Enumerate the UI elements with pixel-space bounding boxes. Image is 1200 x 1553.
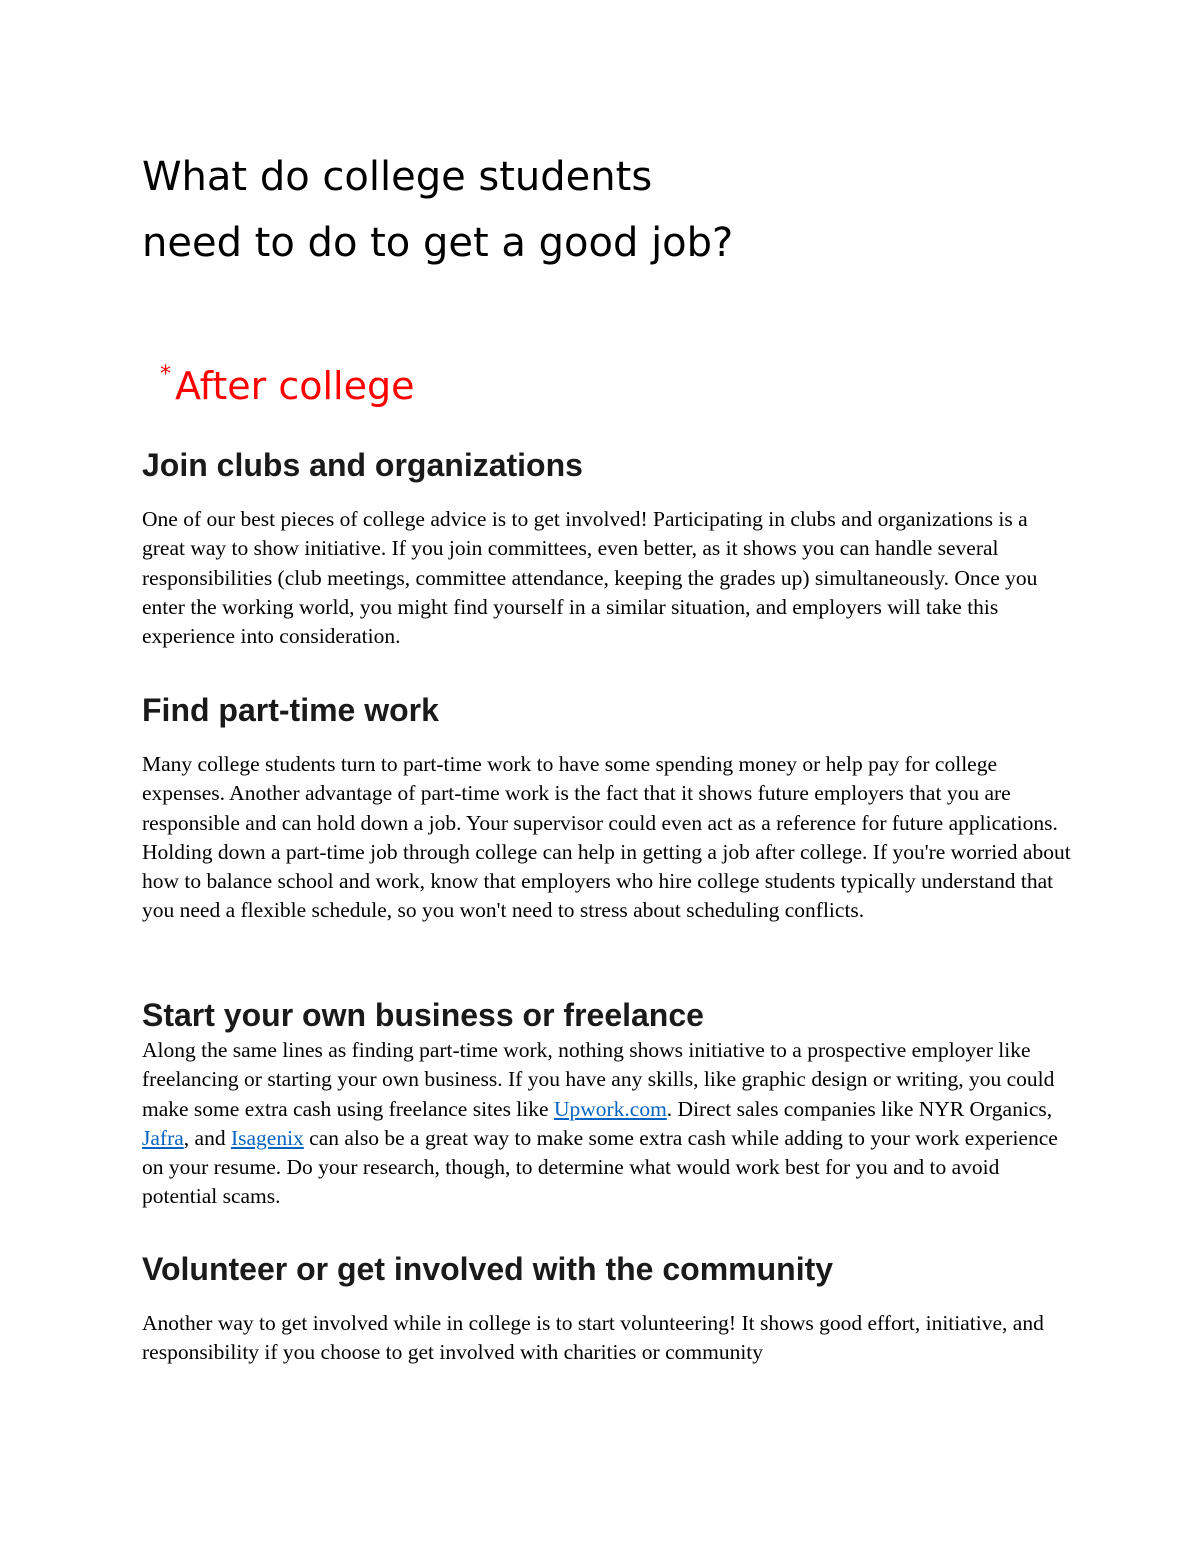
subtitle-asterisk: * bbox=[160, 362, 171, 387]
section-heading-business: Start your own business or freelance bbox=[142, 997, 704, 1033]
subtitle bbox=[160, 350, 414, 411]
business-text-part-4: can also be a great way to make some extra cash while adding to your work experience on your resume. Do your research, though, to determine what would work best for you and to avoid potential scams. bbox=[142, 1125, 1058, 1209]
section-heading-volunteer: Volunteer or get involved with the community bbox=[142, 1251, 834, 1287]
business-text-part-3: , and bbox=[183, 1125, 231, 1150]
jafra-link[interactable]: Jafra bbox=[142, 1125, 184, 1150]
isagenix-link[interactable]: Isagenix bbox=[230, 1125, 304, 1150]
page-title-line-2: need to do to get a good job? bbox=[142, 220, 734, 266]
upwork-link[interactable]: Upwork.com bbox=[553, 1096, 667, 1121]
section-body-part-time: Many college students turn to part-time work to have some spending money or help pay for college expenses. Another advantage of part-time work is the fact that it shows future employers that you are responsible and can hold down a job. Your supervisor could even act as a reference for future applications. Holding down a part-time job through college can help in getting a job after college. If you're worried about how to balance school and work, know that employers who hire college students typically understand that you need a flexible schedule, so you won't need to stress about scheduling conflicts. bbox=[142, 752, 1071, 923]
section-heading-clubs: Join clubs and organizations bbox=[142, 447, 583, 483]
section-body-volunteer: Another way to get involved while in college is to start volunteering! It shows good effort, initiative, and responsibility if you choose to get involved with charities or community bbox=[142, 1311, 1044, 1365]
business-text-part-1: Along the same lines as finding part-time work, nothing shows initiative to a prospective employer like freelancing or starting your own business. If you have any skills, like graphic design or writing, you could make some extra cash using freelance sites like bbox=[142, 1038, 1055, 1121]
section-body-business bbox=[142, 1036, 1072, 1212]
page-title-line-1: What do college students bbox=[142, 154, 653, 200]
section-body-clubs: One of our best pieces of college advice is to get involved! Participating in clubs and organizations is a great way to show initiative. If you join committees, even better, as it shows you can handle several responsibilities (club meetings, committee attendance, keeping the grades up) simultaneously. Once you enter the working world, you might find yourself in a similar situation, and employers will take this experience into consideration. bbox=[142, 507, 1038, 649]
subtitle-text: After college bbox=[175, 364, 415, 408]
section-heading-part-time: Find part-time work bbox=[142, 692, 439, 728]
business-text-part-2: . Direct sales companies like NYR Organics, bbox=[666, 1096, 1053, 1121]
